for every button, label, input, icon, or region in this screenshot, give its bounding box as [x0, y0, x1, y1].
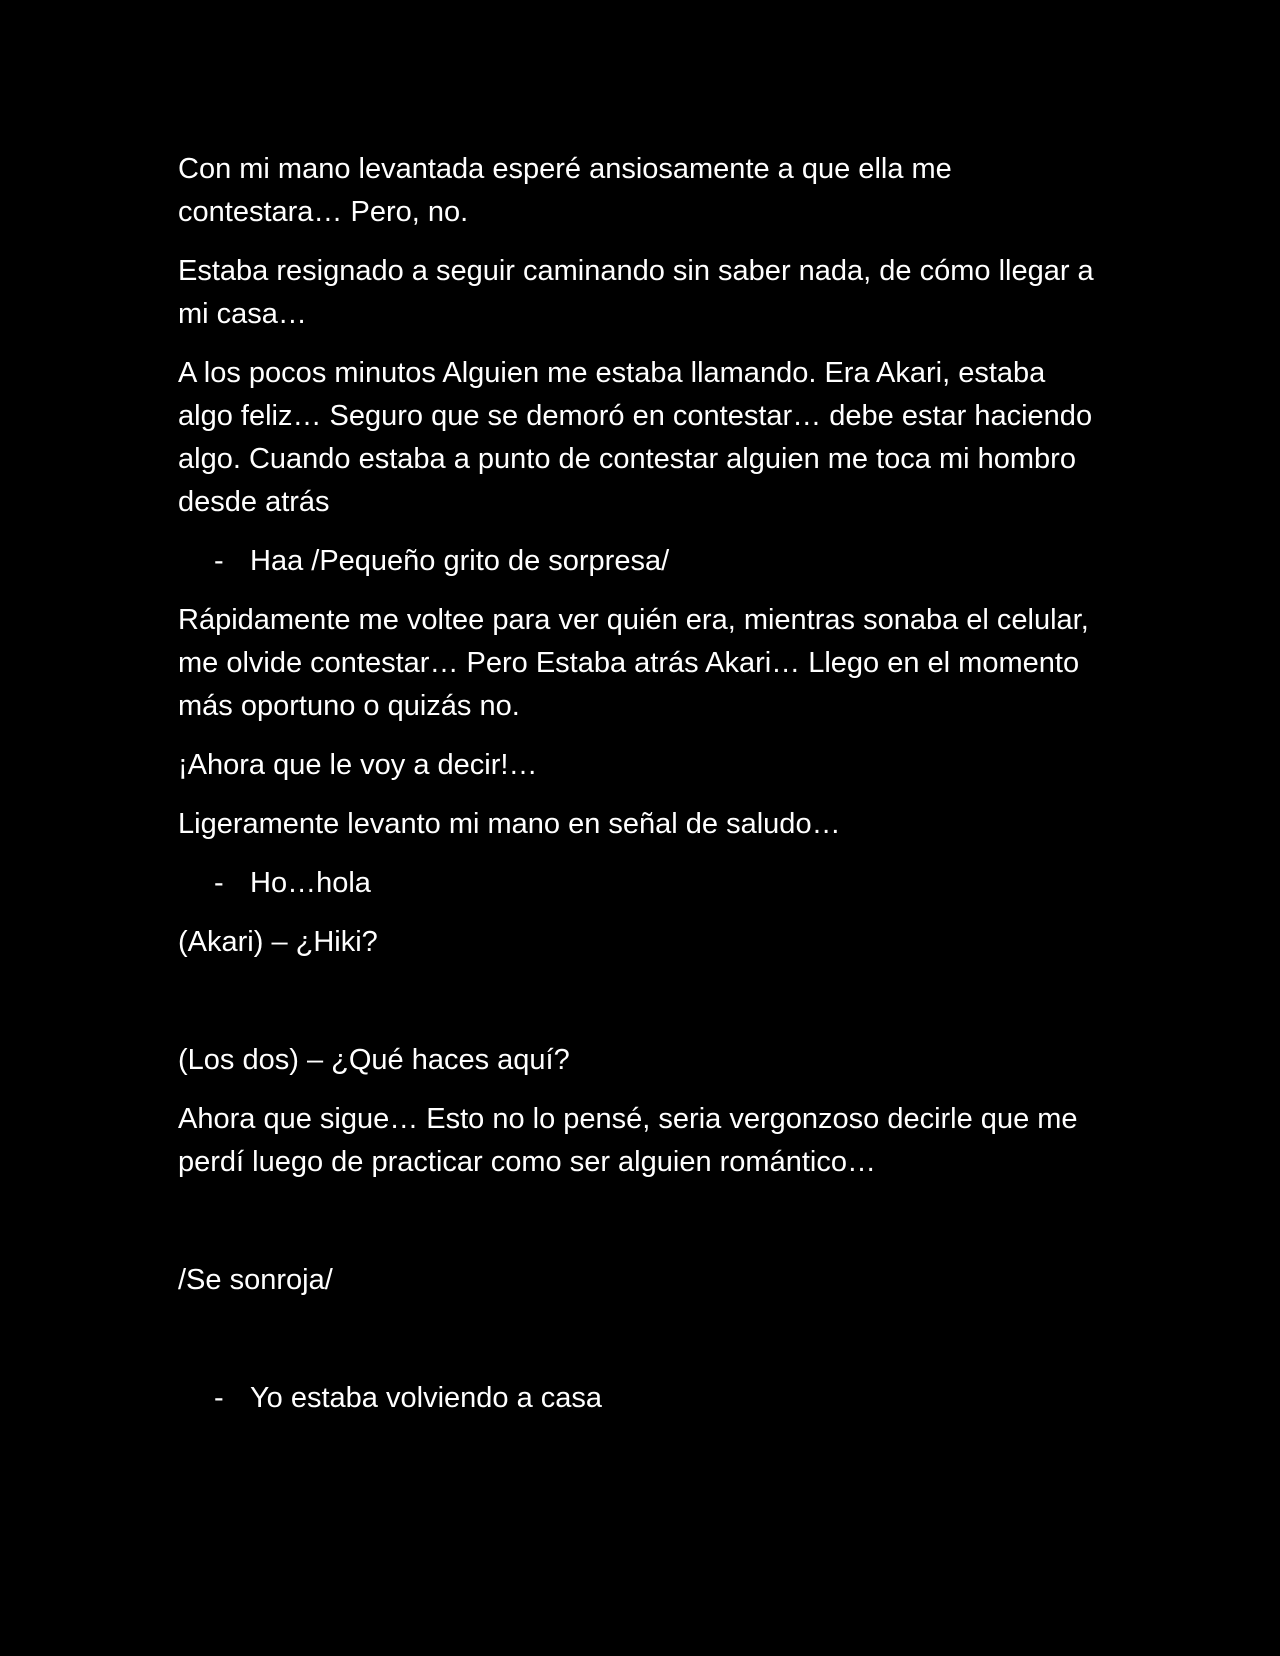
dialog-text: Ho…hola [250, 867, 371, 899]
dialog-dash: - [214, 1382, 224, 1414]
document-page [178, 148, 1108, 1436]
paragraph: (Akari) – ¿Hiki? [178, 926, 378, 958]
paragraph: ¡Ahora que le voy a decir!… [178, 749, 538, 781]
blank-line [178, 1200, 1108, 1243]
paragraph: Rápidamente me voltee para ver quién era, mientras sonaba el celular, me olvide contestar… Pero Estaba atrás Akari… Llego en el momento más oportuno o quizás no. [178, 604, 1089, 722]
paragraph: A los pocos minutos Alguien me estaba llamando. Era Akari, estaba algo feliz… Seguro que se demoró en contestar… debe estar haciendo algo. Cuando estaba a punto de contestar alguien me toca mi hombro desde atrás [178, 357, 1093, 518]
dialog-line [178, 540, 1108, 583]
dialog-text: Yo estaba volviendo a casa [250, 1382, 603, 1414]
paragraph: Con mi mano levantada esperé ansiosamente a que ella me contestara… Pero, no. [178, 153, 952, 228]
blank-line [178, 980, 1108, 1023]
paragraph: Estaba resignado a seguir caminando sin saber nada, de cómo llegar a mi casa… [178, 255, 1094, 330]
dialog-dash: - [214, 545, 224, 577]
paragraph: Ligeramente levanto mi mano en señal de saludo… [178, 808, 841, 840]
dialog-dash: - [214, 867, 224, 899]
dialog-line [178, 1377, 1108, 1420]
paragraph: /Se sonroja/ [178, 1264, 333, 1296]
dialog-text: Haa /Pequeño grito de sorpresa/ [250, 545, 670, 577]
paragraph: (Los dos) – ¿Qué haces aquí? [178, 1044, 570, 1076]
blank-line [178, 1318, 1108, 1361]
dialog-line [178, 862, 1108, 905]
paragraph: Ahora que sigue… Esto no lo pensé, seria vergonzoso decirle que me perdí luego de practicar como ser alguien romántico… [178, 1103, 1078, 1178]
